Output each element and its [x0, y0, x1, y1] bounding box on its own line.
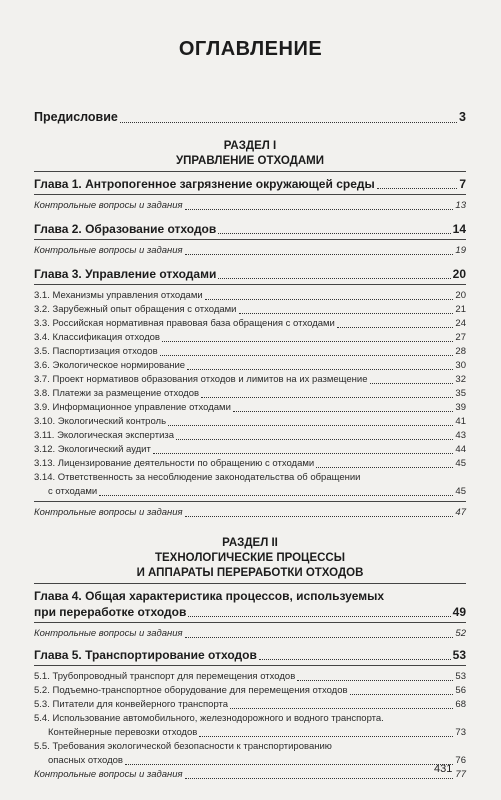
toc-page-number: 3	[459, 110, 466, 124]
toc-page-number: 76	[455, 755, 466, 766]
leader-dots	[233, 411, 454, 412]
toc-section[interactable]	[34, 429, 466, 443]
toc-list	[34, 108, 466, 782]
toc-entry-label: 3.12. Экологический аудит	[34, 444, 151, 455]
leader-dots	[370, 383, 454, 384]
toc-entry-label: Контрольные вопросы и задания	[34, 628, 183, 639]
toc-page-number: 68	[455, 699, 466, 710]
toc-entry-label: Глава 3. Управление отходами	[34, 267, 217, 281]
toc-control-questions[interactable]	[34, 244, 466, 258]
toc-control-questions[interactable]	[34, 506, 466, 520]
toc-entry-label-continued: с отходами	[48, 486, 98, 497]
toc-entry-label: 3.7. Проект нормативов образования отходов и лимитов на их размещение	[34, 374, 368, 385]
toc-entry-label: 3.10. Экологический контроль	[34, 416, 167, 427]
toc-entry-label: Предисловие	[34, 110, 118, 124]
toc-chapter-3[interactable]	[34, 266, 466, 282]
toc-page-number: 24	[455, 318, 466, 329]
toc-page-number: 45	[455, 486, 466, 497]
toc-entry-label: 5.5. Требования экологической безопасности к транспортированию	[34, 741, 332, 752]
leader-dots	[185, 778, 454, 779]
toc-page-number: 20	[455, 290, 466, 301]
part-1-name: УПРАВЛЕНИЕ ОТХОДАМИ	[175, 155, 325, 167]
toc-section[interactable]	[34, 387, 466, 401]
toc-entry-label: 3.8. Платежи за размещение отходов	[34, 388, 200, 399]
toc-section[interactable]	[34, 317, 466, 331]
toc-entry-label-continued: при переработке отходов	[34, 605, 187, 619]
toc-entry-label: Глава 2. Образование отходов	[34, 222, 217, 236]
leader-dots	[185, 516, 454, 517]
toc-page-number: 45	[455, 458, 466, 469]
toc-page-number: 53	[452, 648, 466, 662]
leader-dots	[377, 188, 458, 189]
leader-dots	[239, 313, 454, 314]
toc-section[interactable]	[34, 401, 466, 415]
toc-section[interactable]	[34, 684, 466, 698]
toc-section[interactable]	[34, 373, 466, 387]
leader-dots	[199, 736, 453, 737]
toc-section[interactable]	[34, 289, 466, 303]
toc-section[interactable]	[34, 415, 466, 429]
toc-page-number: 39	[455, 402, 466, 413]
toc-page-number: 56	[455, 685, 466, 696]
leader-dots	[125, 764, 453, 765]
divider	[34, 665, 466, 666]
leader-dots	[185, 254, 454, 255]
divider	[34, 284, 466, 285]
leader-dots	[160, 355, 454, 356]
part-1-heading: РАЗДЕЛ I	[223, 140, 277, 152]
toc-page-number: 44	[455, 444, 466, 455]
leader-dots	[185, 209, 454, 210]
toc-section-3-14[interactable]	[34, 471, 466, 499]
toc-entry-label: 3.3. Российская нормативная правовая база обращения с отходами	[34, 318, 335, 329]
toc-section[interactable]	[34, 331, 466, 345]
page-number: 431	[434, 763, 453, 775]
toc-entry-label-continued: Контейнерные перевозки отходов	[48, 727, 198, 738]
leader-dots	[176, 439, 453, 440]
divider	[34, 583, 466, 584]
toc-page-number: 43	[455, 430, 466, 441]
leader-dots	[188, 616, 450, 617]
toc-page-number: 21	[455, 304, 466, 315]
toc-entry-label: 3.4. Классификация отходов	[34, 332, 160, 343]
toc-page-number: 20	[452, 267, 466, 281]
toc-page-number: 30	[455, 360, 466, 371]
divider	[34, 501, 466, 502]
leader-dots	[230, 708, 453, 709]
toc-entry-label: Глава 5. Транспортирование отходов	[34, 648, 257, 662]
toc-entry-label: Контрольные вопросы и задания	[34, 507, 183, 518]
toc-section[interactable]	[34, 345, 466, 359]
toc-entry-label: 3.14. Ответственность за несоблюдение законодательства об обращении	[34, 472, 361, 483]
toc-entry-label: Глава 1. Антропогенное загрязнение окружающей среды	[34, 177, 375, 191]
toc-section[interactable]	[34, 443, 466, 457]
toc-entry-label-continued: опасных отходов	[48, 755, 123, 766]
toc-page-number: 13	[455, 200, 466, 211]
leader-dots	[185, 637, 454, 638]
toc-section[interactable]	[34, 698, 466, 712]
toc-chapter-4[interactable]	[34, 588, 466, 620]
toc-entry-label: 3.11. Экологическая экспертиза	[34, 430, 175, 441]
leader-dots	[218, 278, 450, 279]
toc-entry-label: 3.2. Зарубежный опыт обращения с отходами	[34, 304, 237, 315]
leader-dots	[259, 659, 451, 660]
toc-entry-label: Глава 4. Общая характеристика процессов, используемых	[34, 589, 385, 603]
toc-section[interactable]	[34, 670, 466, 684]
toc-control-questions[interactable]	[34, 768, 466, 782]
leader-dots	[153, 453, 454, 454]
toc-entry-label: 3.13. Лицензирование деятельности по обращению с отходами	[34, 458, 315, 469]
toc-page-number: 19	[455, 245, 466, 256]
leader-dots	[99, 495, 453, 496]
toc-entry-label: Контрольные вопросы и задания	[34, 769, 183, 780]
toc-control-questions[interactable]	[34, 199, 466, 213]
toc-entry-label: 3.9. Информационное управление отходами	[34, 402, 231, 413]
toc-page-number: 53	[455, 671, 466, 682]
toc-page-number: 35	[455, 388, 466, 399]
toc-page-number: 41	[455, 416, 466, 427]
toc-page-number: 73	[455, 727, 466, 738]
toc-page-number: 7	[459, 177, 466, 191]
toc-entry-label: 5.2. Подъемно-транспортное оборудование для перемещения отходов	[34, 685, 348, 696]
leader-dots	[168, 425, 453, 426]
toc-entry-label: 3.5. Паспортизация отходов	[34, 346, 158, 357]
toc-control-questions[interactable]	[34, 627, 466, 641]
toc-entry-label: 3.1. Механизмы управления отходами	[34, 290, 203, 301]
toc-chapter-1[interactable]	[34, 176, 466, 192]
toc-section-5-4[interactable]	[34, 712, 466, 740]
part-2-name-line2: И АППАРАТЫ ПЕРЕРАБОТКИ ОТХОДОВ	[136, 567, 364, 579]
toc-section-5-5[interactable]	[34, 740, 466, 768]
page-title: ОГЛАВЛЕНИЕ	[178, 38, 323, 60]
divider	[34, 239, 466, 240]
toc-section[interactable]	[34, 359, 466, 373]
leader-dots	[316, 467, 453, 468]
toc-entry-label: 5.4. Использование автомобильного, железнодорожного и водного транспорта.	[34, 713, 384, 724]
toc-page-number: 77	[455, 769, 466, 780]
leader-dots	[201, 397, 453, 398]
toc-entry-label: Контрольные вопросы и задания	[34, 245, 183, 256]
toc-preface[interactable]	[34, 108, 466, 126]
leader-dots	[218, 233, 450, 234]
toc-entry-label: 5.1. Трубопроводный транспорт для перемещения отходов	[34, 671, 296, 682]
leader-dots	[205, 299, 454, 300]
leader-dots	[187, 369, 453, 370]
leader-dots	[120, 122, 457, 123]
leader-dots	[162, 341, 453, 342]
toc-entry-label: Контрольные вопросы и задания	[34, 200, 183, 211]
toc-section[interactable]	[34, 303, 466, 317]
toc-page-number: 28	[455, 346, 466, 357]
part-2-heading: РАЗДЕЛ II	[222, 537, 278, 549]
toc-page-number: 52	[455, 628, 466, 639]
divider	[34, 194, 466, 195]
toc-entry-label: 5.3. Питатели для конвейерного транспорта	[34, 699, 229, 710]
leader-dots	[337, 327, 454, 328]
toc-page-number: 14	[452, 222, 466, 236]
leader-dots	[297, 680, 453, 681]
toc-section[interactable]	[34, 457, 466, 471]
toc-page-number: 47	[455, 507, 466, 518]
part-2-name-line1: ТЕХНОЛОГИЧЕСКИЕ ПРОЦЕССЫ	[154, 552, 345, 564]
toc-chapter-2[interactable]	[34, 221, 466, 237]
divider	[34, 622, 466, 623]
toc-page-number: 32	[455, 374, 466, 385]
toc-page-number: 27	[455, 332, 466, 343]
leader-dots	[350, 694, 454, 695]
toc-page-number: 49	[452, 605, 466, 619]
toc-chapter-5[interactable]	[34, 647, 466, 663]
divider	[34, 171, 466, 172]
toc-entry-label: 3.6. Экологическое нормирование	[34, 360, 186, 371]
